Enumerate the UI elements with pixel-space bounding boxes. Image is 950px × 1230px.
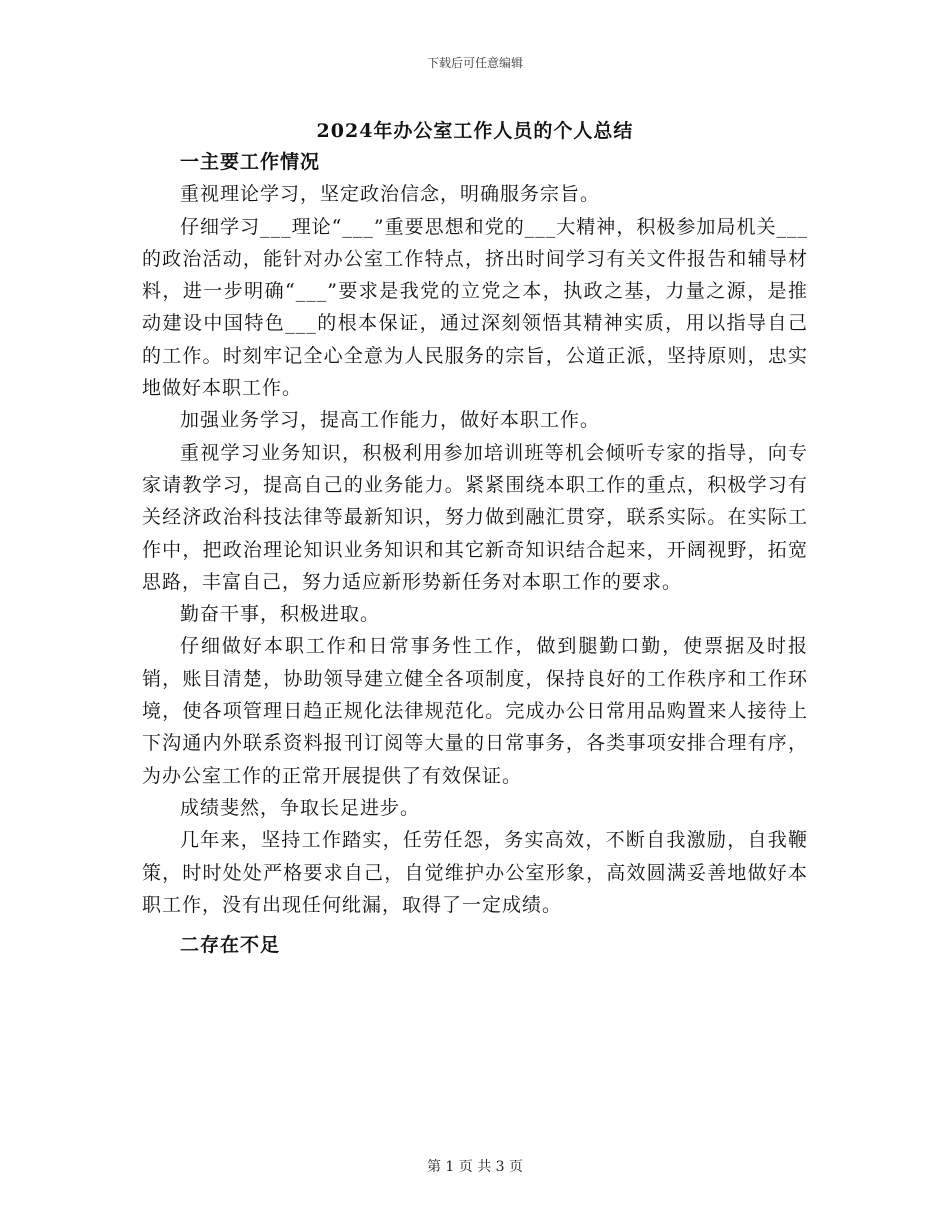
section-heading-shortcomings: 二存在不足 (180, 934, 281, 957)
paragraph: 勤奋干事，积极进取。 (180, 603, 381, 626)
page-number: 第 1 页 共 3 页 (426, 1159, 524, 1175)
paragraph: 成绩斐然，争取长足进步。 (180, 796, 421, 819)
paragraph: 加强业务学习，提高工作能力，做好本职工作。 (180, 409, 601, 432)
paragraph: 重视学习业务知识，积极利用参加培训班等机会倾听专家的指导，向专家请教学习，提高自己的业务能力。紧紧围绕本职工作的重点，积极学习有关经济政治科技法律等最新知识，努力做到融汇贯穿，联系实际。在实际工作中，把政治理论知识业务知识和其它新奇知识结合起来，开阔视野，拓宽思路，丰富自己，努力适应新形势新任务对本职工作的要求。 (142, 441, 808, 593)
paragraph: 几年来，坚持工作踏实，任劳任怨，务实高效，不断自我激励，自我鞭策，时时处处严格要求自己，自觉维护办公室形象，高效圆满妥善地做好本职工作，没有出现任何纰漏，取得了一定成绩。 (142, 829, 808, 916)
section-heading-main-work: 一主要工作情况 (180, 151, 321, 173)
header-note: 下载后可任意编辑 (426, 56, 523, 70)
paragraph: 仔细做好本职工作和日常事务性工作，做到腿勤口勤，使票据及时报销，账目清楚，协助领导建立健全各项制度，保持良好的工作秩序和工作环境，使各项管理日趋正规化法律规范化。完成办公日常用品购置来人接待上下沟通内外联系资料报刊订阅等大量的日常事务，各类事项安排合理有序，为办公室工作的正常开展提供了有效保证。 (142, 635, 808, 787)
document-body (142, 146, 808, 961)
paragraph: 仔细学习___理论“___”重要思想和党的___大精神，积极参加局机关___的政治活动，能针对办公室工作特点，挤出时间学习有关文件报告和辅导材料，进一步明确“___”要求是我党的立党之本，执政之基，力量之源，是推动建设中国特色___的根本保证，通过深刻领悟其精神实质，用以指导自己的工作。时刻牢记全心全意为人民服务的宗旨，公道正派，坚持原则，忠实地做好本职工作。 (142, 215, 808, 400)
document-title: 2024年办公室工作人员的个人总结 (316, 120, 634, 142)
paragraph: 重视理论学习，坚定政治信念，明确服务宗旨。 (180, 183, 601, 206)
